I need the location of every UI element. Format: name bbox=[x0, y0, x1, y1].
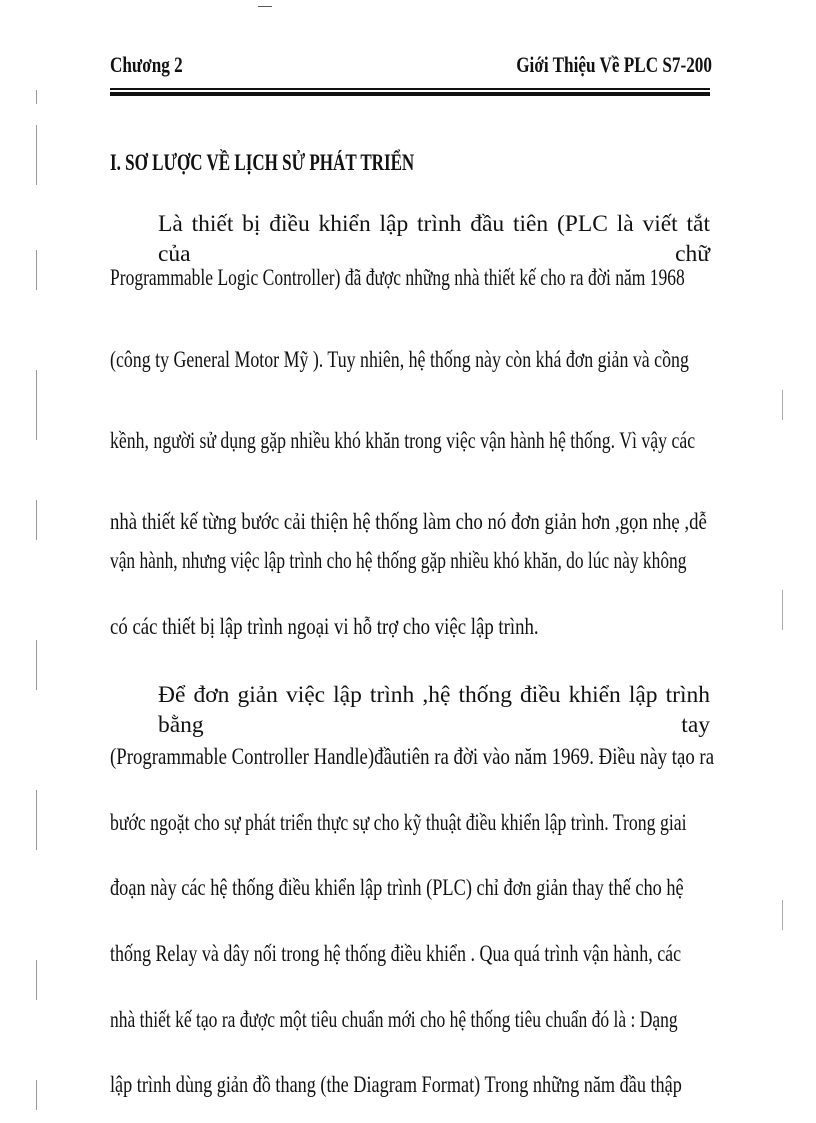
header-rule-thick bbox=[110, 92, 710, 96]
paragraph-line: đoạn này các hệ thống điều khiển lập trình (PLC) chỉ đơn giản thay thế cho hệ bbox=[110, 875, 684, 901]
page-header bbox=[110, 52, 712, 82]
section-heading: I. SƠ LƯỢC VỀ LỊCH SỬ PHÁT TRIỂN bbox=[110, 150, 415, 175]
paragraph-line: Là thiết bị điều khiển lập trình đầu tiên (PLC là viết tắt của chữ bbox=[158, 211, 710, 267]
paragraph-line: vận hành, nhưng việc lập trình cho hệ thống gặp nhiều khó khăn, do lúc này không bbox=[110, 548, 687, 574]
paragraph-line: (công ty General Motor Mỹ ). Tuy nhiên, hệ thống này còn khá đơn giản và cồng bbox=[110, 347, 689, 373]
scan-edge-mark bbox=[782, 590, 783, 630]
scan-edge-mark bbox=[782, 900, 783, 930]
scan-edge-mark bbox=[36, 370, 37, 440]
header-title: Giới Thiệu Về PLC S7-200 bbox=[516, 52, 712, 77]
scan-edge-mark bbox=[36, 960, 37, 1000]
paragraph-line: nhà thiết kế từng bước cải thiện hệ thống làm cho nó đơn giản hơn ,gọn nhẹ ,dễ bbox=[110, 509, 707, 535]
paragraph-line: (Programmable Controller Handle)đầutiên ra đời vào năm 1969. Điều này tạo ra bbox=[110, 744, 715, 770]
chapter-label: Chương 2 bbox=[110, 52, 183, 77]
scan-edge-mark bbox=[36, 1080, 37, 1110]
paragraph-line: thống Relay và dây nối trong hệ thống điều khiển . Qua quá trình vận hành, các bbox=[110, 941, 682, 967]
paragraph-line: Programmable Logic Controller) đã được những nhà thiết kế cho ra đời năm 1968 bbox=[110, 265, 685, 291]
scan-edge-mark bbox=[36, 500, 37, 540]
scan-mark bbox=[258, 6, 272, 7]
header-rule-thin bbox=[110, 88, 710, 90]
paragraph-line: bước ngoặt cho sự phát triển thực sự cho kỹ thuật điều khiển lập trình. Trong giai bbox=[110, 810, 687, 836]
paragraph-line: có các thiết bị lập trình ngoại vi hỗ trợ cho việc lập trình. bbox=[110, 614, 539, 640]
scan-edge-mark bbox=[36, 640, 37, 690]
paragraph-line: kềnh, người sử dụng gặp nhiều khó khăn trong việc vận hành hệ thống. Vì vậy các bbox=[110, 428, 696, 454]
scan-edge-mark bbox=[36, 790, 37, 850]
scan-edge-mark bbox=[36, 250, 37, 290]
scan-edge-mark bbox=[36, 90, 37, 104]
paragraph-line: lập trình dùng giản đồ thang (the Diagram Format) Trong những năm đầu thập bbox=[110, 1072, 682, 1098]
scan-edge-mark bbox=[782, 390, 783, 420]
paragraph-line: nhà thiết kế tạo ra được một tiêu chuẩn mới cho hệ thống tiêu chuẩn đó là : Dạng bbox=[110, 1007, 678, 1033]
scan-edge-mark bbox=[36, 125, 37, 185]
paragraph-line: Để đơn giản việc lập trình ,hệ thống điều khiển lập trình bằng tay bbox=[158, 682, 710, 738]
